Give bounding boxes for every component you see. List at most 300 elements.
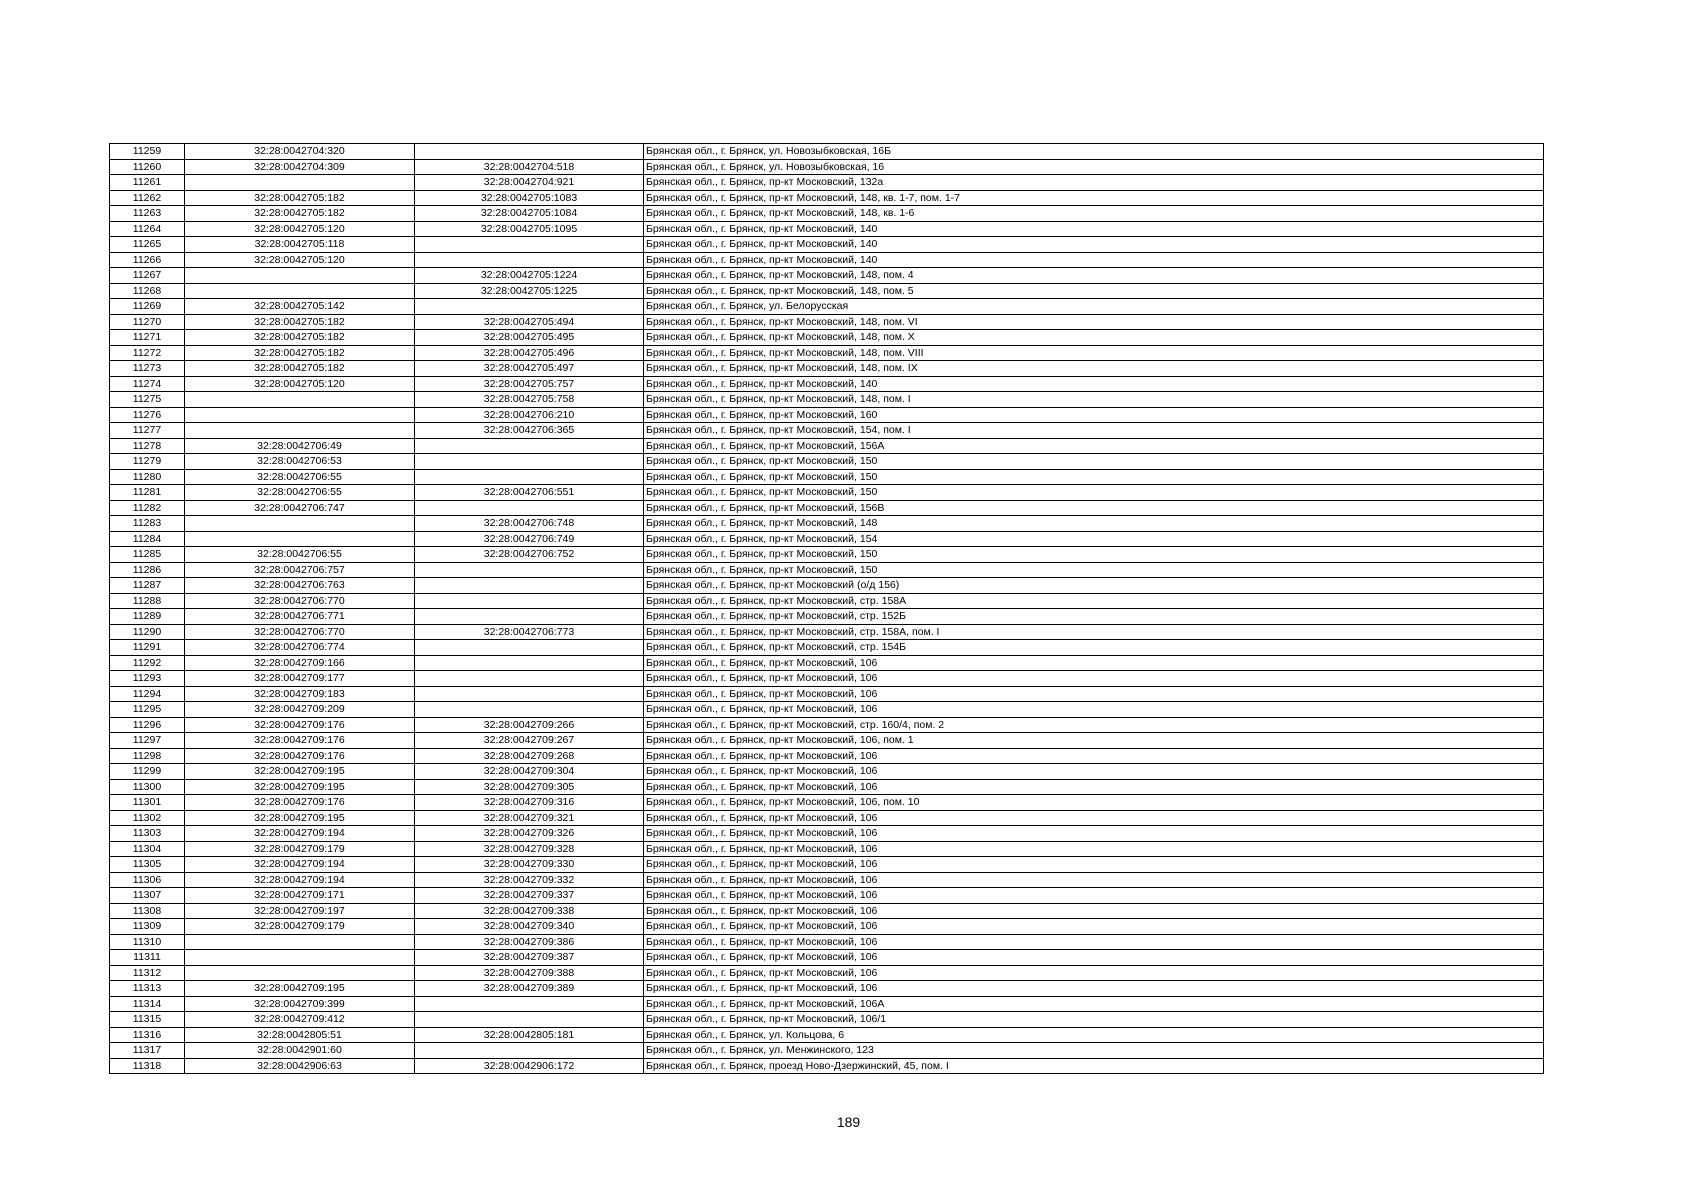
table-row xyxy=(110,469,1544,485)
table-row xyxy=(110,175,1544,191)
parcel-cadastral-number-cell: 32:28:0042706:770 xyxy=(185,593,415,609)
table-row xyxy=(110,1027,1544,1043)
address-cell: Брянская обл., г. Брянск, пр-кт Московский, 150 xyxy=(644,485,1544,501)
row-number-cell: 11285 xyxy=(110,547,185,563)
address-cell: Брянская обл., г. Брянск, пр-кт Московский, 106 xyxy=(644,981,1544,997)
table-row xyxy=(110,454,1544,470)
parcel-cadastral-number-cell: 32:28:0042706:757 xyxy=(185,562,415,578)
address-cell: Брянская обл., г. Брянск, пр-кт Московский, стр. 158А, пом. I xyxy=(644,624,1544,640)
parcel-cadastral-number-cell: 32:28:0042706:770 xyxy=(185,624,415,640)
table-row xyxy=(110,407,1544,423)
address-cell: Брянская обл., г. Брянск, пр-кт Московский, 106 xyxy=(644,748,1544,764)
object-cadastral-number-cell xyxy=(415,237,644,253)
table-row xyxy=(110,1058,1544,1074)
parcel-cadastral-number-cell: 32:28:0042709:176 xyxy=(185,748,415,764)
object-cadastral-number-cell xyxy=(415,252,644,268)
table-row xyxy=(110,671,1544,687)
parcel-cadastral-number-cell: 32:28:0042709:195 xyxy=(185,810,415,826)
address-cell: Брянская обл., г. Брянск, пр-кт Московский, стр. 152Б xyxy=(644,609,1544,625)
table-row xyxy=(110,981,1544,997)
table-row xyxy=(110,144,1544,160)
object-cadastral-number-cell: 32:28:0042705:496 xyxy=(415,345,644,361)
row-number-cell: 11263 xyxy=(110,206,185,222)
row-number-cell: 11308 xyxy=(110,903,185,919)
object-cadastral-number-cell: 32:28:0042705:1224 xyxy=(415,268,644,284)
address-cell: Брянская обл., г. Брянск, пр-кт Московский, 156А xyxy=(644,438,1544,454)
table-row xyxy=(110,361,1544,377)
object-cadastral-number-cell: 32:28:0042706:551 xyxy=(415,485,644,501)
parcel-cadastral-number-cell: 32:28:0042906:63 xyxy=(185,1058,415,1074)
parcel-cadastral-number-cell xyxy=(185,423,415,439)
row-number-cell: 11314 xyxy=(110,996,185,1012)
address-cell: Брянская обл., г. Брянск, пр-кт Московский, 106 xyxy=(644,965,1544,981)
object-cadastral-number-cell: 32:28:0042709:337 xyxy=(415,888,644,904)
address-cell: Брянская обл., г. Брянск, пр-кт Московский, 140 xyxy=(644,376,1544,392)
address-cell: Брянская обл., г. Брянск, пр-кт Московский, 106, пом. 10 xyxy=(644,795,1544,811)
row-number-cell: 11294 xyxy=(110,686,185,702)
table-row xyxy=(110,516,1544,532)
row-number-cell: 11310 xyxy=(110,934,185,950)
object-cadastral-number-cell: 32:28:0042705:1084 xyxy=(415,206,644,222)
row-number-cell: 11302 xyxy=(110,810,185,826)
address-cell: Брянская обл., г. Брянск, пр-кт Московский, 132а xyxy=(644,175,1544,191)
object-cadastral-number-cell: 32:28:0042704:518 xyxy=(415,159,644,175)
row-number-cell: 11297 xyxy=(110,733,185,749)
object-cadastral-number-cell: 32:28:0042705:494 xyxy=(415,314,644,330)
object-cadastral-number-cell xyxy=(415,609,644,625)
address-cell: Брянская обл., г. Брянск, пр-кт Московский, 154, пом. I xyxy=(644,423,1544,439)
table-row xyxy=(110,872,1544,888)
parcel-cadastral-number-cell: 32:28:0042901:60 xyxy=(185,1043,415,1059)
row-number-cell: 11280 xyxy=(110,469,185,485)
row-number-cell: 11266 xyxy=(110,252,185,268)
address-cell: Брянская обл., г. Брянск, ул. Кольцова, 6 xyxy=(644,1027,1544,1043)
address-cell: Брянская обл., г. Брянск, пр-кт Московский, стр. 158А xyxy=(644,593,1544,609)
row-number-cell: 11288 xyxy=(110,593,185,609)
address-cell: Брянская обл., г. Брянск, пр-кт Московский, 106 xyxy=(644,779,1544,795)
row-number-cell: 11289 xyxy=(110,609,185,625)
object-cadastral-number-cell xyxy=(415,671,644,687)
object-cadastral-number-cell xyxy=(415,640,644,656)
address-cell: Брянская обл., г. Брянск, пр-кт Московский, 106 xyxy=(644,686,1544,702)
parcel-cadastral-number-cell: 32:28:0042709:177 xyxy=(185,671,415,687)
object-cadastral-number-cell: 32:28:0042709:388 xyxy=(415,965,644,981)
table-row xyxy=(110,1012,1544,1028)
row-number-cell: 11259 xyxy=(110,144,185,160)
object-cadastral-number-cell: 32:28:0042709:266 xyxy=(415,717,644,733)
object-cadastral-number-cell xyxy=(415,702,644,718)
address-cell: Брянская обл., г. Брянск, пр-кт Московский, 106А xyxy=(644,996,1544,1012)
parcel-cadastral-number-cell: 32:28:0042706:55 xyxy=(185,547,415,563)
row-number-cell: 11313 xyxy=(110,981,185,997)
table-row xyxy=(110,888,1544,904)
object-cadastral-number-cell: 32:28:0042805:181 xyxy=(415,1027,644,1043)
parcel-cadastral-number-cell: 32:28:0042709:195 xyxy=(185,779,415,795)
row-number-cell: 11301 xyxy=(110,795,185,811)
table-row xyxy=(110,702,1544,718)
table-row xyxy=(110,655,1544,671)
row-number-cell: 11261 xyxy=(110,175,185,191)
object-cadastral-number-cell xyxy=(415,686,644,702)
parcel-cadastral-number-cell: 32:28:0042706:55 xyxy=(185,469,415,485)
parcel-cadastral-number-cell xyxy=(185,268,415,284)
parcel-cadastral-number-cell: 32:28:0042706:53 xyxy=(185,454,415,470)
object-cadastral-number-cell: 32:28:0042704:921 xyxy=(415,175,644,191)
table-row xyxy=(110,857,1544,873)
table-row xyxy=(110,919,1544,935)
parcel-cadastral-number-cell xyxy=(185,531,415,547)
parcel-cadastral-number-cell xyxy=(185,950,415,966)
parcel-cadastral-number-cell: 32:28:0042705:182 xyxy=(185,330,415,346)
address-cell: Брянская обл., г. Брянск, пр-кт Московский, 106 xyxy=(644,810,1544,826)
row-number-cell: 11274 xyxy=(110,376,185,392)
parcel-cadastral-number-cell: 32:28:0042709:183 xyxy=(185,686,415,702)
object-cadastral-number-cell xyxy=(415,1012,644,1028)
table-row xyxy=(110,965,1544,981)
address-cell: Брянская обл., г. Брянск, пр-кт Московский, 148 xyxy=(644,516,1544,532)
table-row xyxy=(110,531,1544,547)
row-number-cell: 11296 xyxy=(110,717,185,733)
address-cell: Брянская обл., г. Брянск, проезд Ново-Дзержинский, 45, пом. I xyxy=(644,1058,1544,1074)
parcel-cadastral-number-cell: 32:28:0042709:194 xyxy=(185,826,415,842)
table-row xyxy=(110,779,1544,795)
parcel-cadastral-number-cell: 32:28:0042709:412 xyxy=(185,1012,415,1028)
table-row xyxy=(110,934,1544,950)
parcel-cadastral-number-cell: 32:28:0042709:399 xyxy=(185,996,415,1012)
address-cell: Брянская обл., г. Брянск, пр-кт Московский, 148, кв. 1-7, пом. 1-7 xyxy=(644,190,1544,206)
address-cell: Брянская обл., г. Брянск, пр-кт Московский, 106 xyxy=(644,872,1544,888)
parcel-cadastral-number-cell: 32:28:0042705:182 xyxy=(185,206,415,222)
object-cadastral-number-cell: 32:28:0042709:386 xyxy=(415,934,644,950)
row-number-cell: 11303 xyxy=(110,826,185,842)
address-cell: Брянская обл., г. Брянск, пр-кт Московский, 106 xyxy=(644,655,1544,671)
row-number-cell: 11265 xyxy=(110,237,185,253)
address-cell: Брянская обл., г. Брянск, пр-кт Московский, 150 xyxy=(644,469,1544,485)
address-cell: Брянская обл., г. Брянск, пр-кт Московский, 106 xyxy=(644,764,1544,780)
address-cell: Брянская обл., г. Брянск, пр-кт Московский, 140 xyxy=(644,221,1544,237)
row-number-cell: 11273 xyxy=(110,361,185,377)
address-cell: Брянская обл., г. Брянск, пр-кт Московский, 148, кв. 1-6 xyxy=(644,206,1544,222)
parcel-cadastral-number-cell: 32:28:0042706:763 xyxy=(185,578,415,594)
row-number-cell: 11316 xyxy=(110,1027,185,1043)
parcel-cadastral-number-cell: 32:28:0042705:120 xyxy=(185,221,415,237)
row-number-cell: 11317 xyxy=(110,1043,185,1059)
parcel-cadastral-number-cell: 32:28:0042704:309 xyxy=(185,159,415,175)
parcel-cadastral-number-cell: 32:28:0042709:166 xyxy=(185,655,415,671)
object-cadastral-number-cell: 32:28:0042706:752 xyxy=(415,547,644,563)
address-cell: Брянская обл., г. Брянск, пр-кт Московский, 106 xyxy=(644,903,1544,919)
row-number-cell: 11295 xyxy=(110,702,185,718)
object-cadastral-number-cell: 32:28:0042709:326 xyxy=(415,826,644,842)
table-row xyxy=(110,593,1544,609)
address-cell: Брянская обл., г. Брянск, пр-кт Московский, 140 xyxy=(644,252,1544,268)
address-cell: Брянская обл., г. Брянск, пр-кт Московский, стр. 154Б xyxy=(644,640,1544,656)
parcel-cadastral-number-cell xyxy=(185,516,415,532)
object-cadastral-number-cell: 32:28:0042709:389 xyxy=(415,981,644,997)
parcel-cadastral-number-cell: 32:28:0042705:118 xyxy=(185,237,415,253)
row-number-cell: 11282 xyxy=(110,500,185,516)
table-row xyxy=(110,268,1544,284)
table-row xyxy=(110,314,1544,330)
parcel-cadastral-number-cell: 32:28:0042709:176 xyxy=(185,795,415,811)
address-cell: Брянская обл., г. Брянск, ул. Новозыбковская, 16 xyxy=(644,159,1544,175)
table-row xyxy=(110,330,1544,346)
parcel-cadastral-number-cell xyxy=(185,283,415,299)
address-cell: Брянская обл., г. Брянск, пр-кт Московский, 106 xyxy=(644,841,1544,857)
table-row xyxy=(110,1043,1544,1059)
parcel-cadastral-number-cell: 32:28:0042709:176 xyxy=(185,717,415,733)
table-row xyxy=(110,547,1544,563)
parcel-cadastral-number-cell: 32:28:0042709:194 xyxy=(185,857,415,873)
object-cadastral-number-cell xyxy=(415,144,644,160)
row-number-cell: 11267 xyxy=(110,268,185,284)
object-cadastral-number-cell: 32:28:0042906:172 xyxy=(415,1058,644,1074)
object-cadastral-number-cell xyxy=(415,1043,644,1059)
object-cadastral-number-cell: 32:28:0042709:387 xyxy=(415,950,644,966)
object-cadastral-number-cell: 32:28:0042706:773 xyxy=(415,624,644,640)
address-cell: Брянская обл., г. Брянск, пр-кт Московский, 106 xyxy=(644,671,1544,687)
address-cell: Брянская обл., г. Брянск, пр-кт Московский, 106 xyxy=(644,702,1544,718)
object-cadastral-number-cell: 32:28:0042709:267 xyxy=(415,733,644,749)
row-number-cell: 11298 xyxy=(110,748,185,764)
object-cadastral-number-cell xyxy=(415,454,644,470)
table-row xyxy=(110,237,1544,253)
row-number-cell: 11293 xyxy=(110,671,185,687)
parcel-cadastral-number-cell: 32:28:0042709:176 xyxy=(185,733,415,749)
table-row xyxy=(110,392,1544,408)
table-row xyxy=(110,485,1544,501)
row-number-cell: 11318 xyxy=(110,1058,185,1074)
row-number-cell: 11309 xyxy=(110,919,185,935)
table-row xyxy=(110,221,1544,237)
parcel-cadastral-number-cell: 32:28:0042709:195 xyxy=(185,981,415,997)
object-cadastral-number-cell xyxy=(415,996,644,1012)
table-row xyxy=(110,950,1544,966)
object-cadastral-number-cell: 32:28:0042705:757 xyxy=(415,376,644,392)
table-row xyxy=(110,423,1544,439)
object-cadastral-number-cell: 32:28:0042709:340 xyxy=(415,919,644,935)
table-body xyxy=(110,144,1544,1074)
row-number-cell: 11292 xyxy=(110,655,185,671)
object-cadastral-number-cell: 32:28:0042705:758 xyxy=(415,392,644,408)
parcel-cadastral-number-cell xyxy=(185,407,415,423)
table-row xyxy=(110,748,1544,764)
object-cadastral-number-cell: 32:28:0042709:268 xyxy=(415,748,644,764)
object-cadastral-number-cell xyxy=(415,438,644,454)
object-cadastral-number-cell: 32:28:0042705:1083 xyxy=(415,190,644,206)
object-cadastral-number-cell xyxy=(415,500,644,516)
row-number-cell: 11284 xyxy=(110,531,185,547)
row-number-cell: 11270 xyxy=(110,314,185,330)
parcel-cadastral-number-cell: 32:28:0042706:747 xyxy=(185,500,415,516)
address-cell: Брянская обл., г. Брянск, ул. Белорусская xyxy=(644,299,1544,315)
address-cell: Брянская обл., г. Брянск, пр-кт Московский, 148, пом. VI xyxy=(644,314,1544,330)
parcel-cadastral-number-cell: 32:28:0042706:774 xyxy=(185,640,415,656)
parcel-cadastral-number-cell: 32:28:0042705:120 xyxy=(185,376,415,392)
table-row xyxy=(110,826,1544,842)
object-cadastral-number-cell: 32:28:0042706:748 xyxy=(415,516,644,532)
parcel-cadastral-number-cell: 32:28:0042706:49 xyxy=(185,438,415,454)
row-number-cell: 11287 xyxy=(110,578,185,594)
address-cell: Брянская обл., г. Брянск, пр-кт Московский, 148, пом. I xyxy=(644,392,1544,408)
table-row xyxy=(110,206,1544,222)
address-cell: Брянская обл., г. Брянск, пр-кт Московский, 140 xyxy=(644,237,1544,253)
object-cadastral-number-cell: 32:28:0042705:1095 xyxy=(415,221,644,237)
table-row xyxy=(110,578,1544,594)
table-row xyxy=(110,903,1544,919)
address-cell: Брянская обл., г. Брянск, пр-кт Московский, 148, пом. X xyxy=(644,330,1544,346)
row-number-cell: 11306 xyxy=(110,872,185,888)
object-cadastral-number-cell: 32:28:0042705:495 xyxy=(415,330,644,346)
table-row xyxy=(110,640,1544,656)
row-number-cell: 11315 xyxy=(110,1012,185,1028)
parcel-cadastral-number-cell: 32:28:0042709:195 xyxy=(185,764,415,780)
object-cadastral-number-cell xyxy=(415,593,644,609)
table-row xyxy=(110,500,1544,516)
row-number-cell: 11268 xyxy=(110,283,185,299)
object-cadastral-number-cell: 32:28:0042709:305 xyxy=(415,779,644,795)
address-cell: Брянская обл., г. Брянск, ул. Новозыбковская, 16Б xyxy=(644,144,1544,160)
row-number-cell: 11307 xyxy=(110,888,185,904)
parcel-cadastral-number-cell: 32:28:0042705:120 xyxy=(185,252,415,268)
row-number-cell: 11272 xyxy=(110,345,185,361)
table-row xyxy=(110,996,1544,1012)
parcel-cadastral-number-cell xyxy=(185,392,415,408)
address-cell: Брянская обл., г. Брянск, пр-кт Московский, 150 xyxy=(644,562,1544,578)
object-cadastral-number-cell: 32:28:0042706:365 xyxy=(415,423,644,439)
address-cell: Брянская обл., г. Брянск, пр-кт Московский, 106 xyxy=(644,934,1544,950)
table-row xyxy=(110,810,1544,826)
object-cadastral-number-cell: 32:28:0042709:330 xyxy=(415,857,644,873)
object-cadastral-number-cell xyxy=(415,562,644,578)
row-number-cell: 11286 xyxy=(110,562,185,578)
page-number: 189 xyxy=(836,1114,861,1130)
address-cell: Брянская обл., г. Брянск, пр-кт Московский, 160 xyxy=(644,407,1544,423)
row-number-cell: 11291 xyxy=(110,640,185,656)
parcel-cadastral-number-cell: 32:28:0042705:142 xyxy=(185,299,415,315)
object-cadastral-number-cell xyxy=(415,578,644,594)
parcel-cadastral-number-cell: 32:28:0042805:51 xyxy=(185,1027,415,1043)
address-cell: Брянская обл., г. Брянск, пр-кт Московский (о/д 156) xyxy=(644,578,1544,594)
row-number-cell: 11299 xyxy=(110,764,185,780)
table-row xyxy=(110,609,1544,625)
row-number-cell: 11275 xyxy=(110,392,185,408)
row-number-cell: 11264 xyxy=(110,221,185,237)
row-number-cell: 11304 xyxy=(110,841,185,857)
parcel-cadastral-number-cell: 32:28:0042709:179 xyxy=(185,919,415,935)
table-row xyxy=(110,795,1544,811)
object-cadastral-number-cell: 32:28:0042705:1225 xyxy=(415,283,644,299)
parcel-cadastral-number-cell: 32:28:0042706:55 xyxy=(185,485,415,501)
parcel-cadastral-number-cell: 32:28:0042705:182 xyxy=(185,190,415,206)
row-number-cell: 11262 xyxy=(110,190,185,206)
address-cell: Брянская обл., г. Брянск, ул. Менжинского, 123 xyxy=(644,1043,1544,1059)
row-number-cell: 11260 xyxy=(110,159,185,175)
table-row xyxy=(110,252,1544,268)
address-cell: Брянская обл., г. Брянск, пр-кт Московский, 106 xyxy=(644,826,1544,842)
table-row xyxy=(110,764,1544,780)
address-cell: Брянская обл., г. Брянск, пр-кт Московский, 148, пом. 4 xyxy=(644,268,1544,284)
row-number-cell: 11276 xyxy=(110,407,185,423)
address-cell: Брянская обл., г. Брянск, пр-кт Московский, 106 xyxy=(644,950,1544,966)
parcel-cadastral-number-cell xyxy=(185,175,415,191)
row-number-cell: 11300 xyxy=(110,779,185,795)
row-number-cell: 11312 xyxy=(110,965,185,981)
address-cell: Брянская обл., г. Брянск, пр-кт Московский, 148, пом. IX xyxy=(644,361,1544,377)
address-cell: Брянская обл., г. Брянск, пр-кт Московский, стр. 160/4, пом. 2 xyxy=(644,717,1544,733)
object-cadastral-number-cell xyxy=(415,655,644,671)
table-row xyxy=(110,345,1544,361)
table-row xyxy=(110,299,1544,315)
object-cadastral-number-cell: 32:28:0042709:316 xyxy=(415,795,644,811)
address-cell: Брянская обл., г. Брянск, пр-кт Московский, 106/1 xyxy=(644,1012,1544,1028)
object-cadastral-number-cell: 32:28:0042706:749 xyxy=(415,531,644,547)
row-number-cell: 11290 xyxy=(110,624,185,640)
table-row xyxy=(110,562,1544,578)
object-cadastral-number-cell: 32:28:0042705:497 xyxy=(415,361,644,377)
object-cadastral-number-cell: 32:28:0042709:332 xyxy=(415,872,644,888)
address-cell: Брянская обл., г. Брянск, пр-кт Московский, 148, пом. 5 xyxy=(644,283,1544,299)
parcel-cadastral-number-cell: 32:28:0042706:771 xyxy=(185,609,415,625)
table-row xyxy=(110,624,1544,640)
table-row xyxy=(110,438,1544,454)
object-cadastral-number-cell xyxy=(415,469,644,485)
row-number-cell: 11271 xyxy=(110,330,185,346)
address-cell: Брянская обл., г. Брянск, пр-кт Московский, 106 xyxy=(644,857,1544,873)
parcel-cadastral-number-cell: 32:28:0042709:194 xyxy=(185,872,415,888)
table-row xyxy=(110,717,1544,733)
object-cadastral-number-cell: 32:28:0042709:321 xyxy=(415,810,644,826)
parcel-cadastral-number-cell xyxy=(185,934,415,950)
address-cell: Брянская обл., г. Брянск, пр-кт Московский, 154 xyxy=(644,531,1544,547)
table-row xyxy=(110,190,1544,206)
parcel-cadastral-number-cell: 32:28:0042705:182 xyxy=(185,314,415,330)
row-number-cell: 11278 xyxy=(110,438,185,454)
address-cell: Брянская обл., г. Брянск, пр-кт Московский, 150 xyxy=(644,547,1544,563)
table-row xyxy=(110,283,1544,299)
address-cell: Брянская обл., г. Брянск, пр-кт Московский, 156В xyxy=(644,500,1544,516)
table-row xyxy=(110,686,1544,702)
cadastral-registry-table xyxy=(109,143,1544,1074)
row-number-cell: 11277 xyxy=(110,423,185,439)
address-cell: Брянская обл., г. Брянск, пр-кт Московский, 106 xyxy=(644,919,1544,935)
parcel-cadastral-number-cell: 32:28:0042705:182 xyxy=(185,361,415,377)
object-cadastral-number-cell: 32:28:0042709:328 xyxy=(415,841,644,857)
row-number-cell: 11305 xyxy=(110,857,185,873)
parcel-cadastral-number-cell: 32:28:0042704:320 xyxy=(185,144,415,160)
object-cadastral-number-cell: 32:28:0042709:338 xyxy=(415,903,644,919)
table-row xyxy=(110,159,1544,175)
parcel-cadastral-number-cell: 32:28:0042709:171 xyxy=(185,888,415,904)
row-number-cell: 11311 xyxy=(110,950,185,966)
object-cadastral-number-cell xyxy=(415,299,644,315)
address-cell: Брянская обл., г. Брянск, пр-кт Московский, 148, пом. VIII xyxy=(644,345,1544,361)
parcel-cadastral-number-cell: 32:28:0042709:209 xyxy=(185,702,415,718)
parcel-cadastral-number-cell: 32:28:0042709:179 xyxy=(185,841,415,857)
parcel-cadastral-number-cell: 32:28:0042705:182 xyxy=(185,345,415,361)
object-cadastral-number-cell: 32:28:0042706:210 xyxy=(415,407,644,423)
table-row xyxy=(110,376,1544,392)
address-cell: Брянская обл., г. Брянск, пр-кт Московский, 106, пом. 1 xyxy=(644,733,1544,749)
parcel-cadastral-number-cell: 32:28:0042709:197 xyxy=(185,903,415,919)
object-cadastral-number-cell: 32:28:0042709:304 xyxy=(415,764,644,780)
address-cell: Брянская обл., г. Брянск, пр-кт Московский, 150 xyxy=(644,454,1544,470)
row-number-cell: 11279 xyxy=(110,454,185,470)
row-number-cell: 11281 xyxy=(110,485,185,501)
table-row xyxy=(110,841,1544,857)
table-row xyxy=(110,733,1544,749)
parcel-cadastral-number-cell xyxy=(185,965,415,981)
